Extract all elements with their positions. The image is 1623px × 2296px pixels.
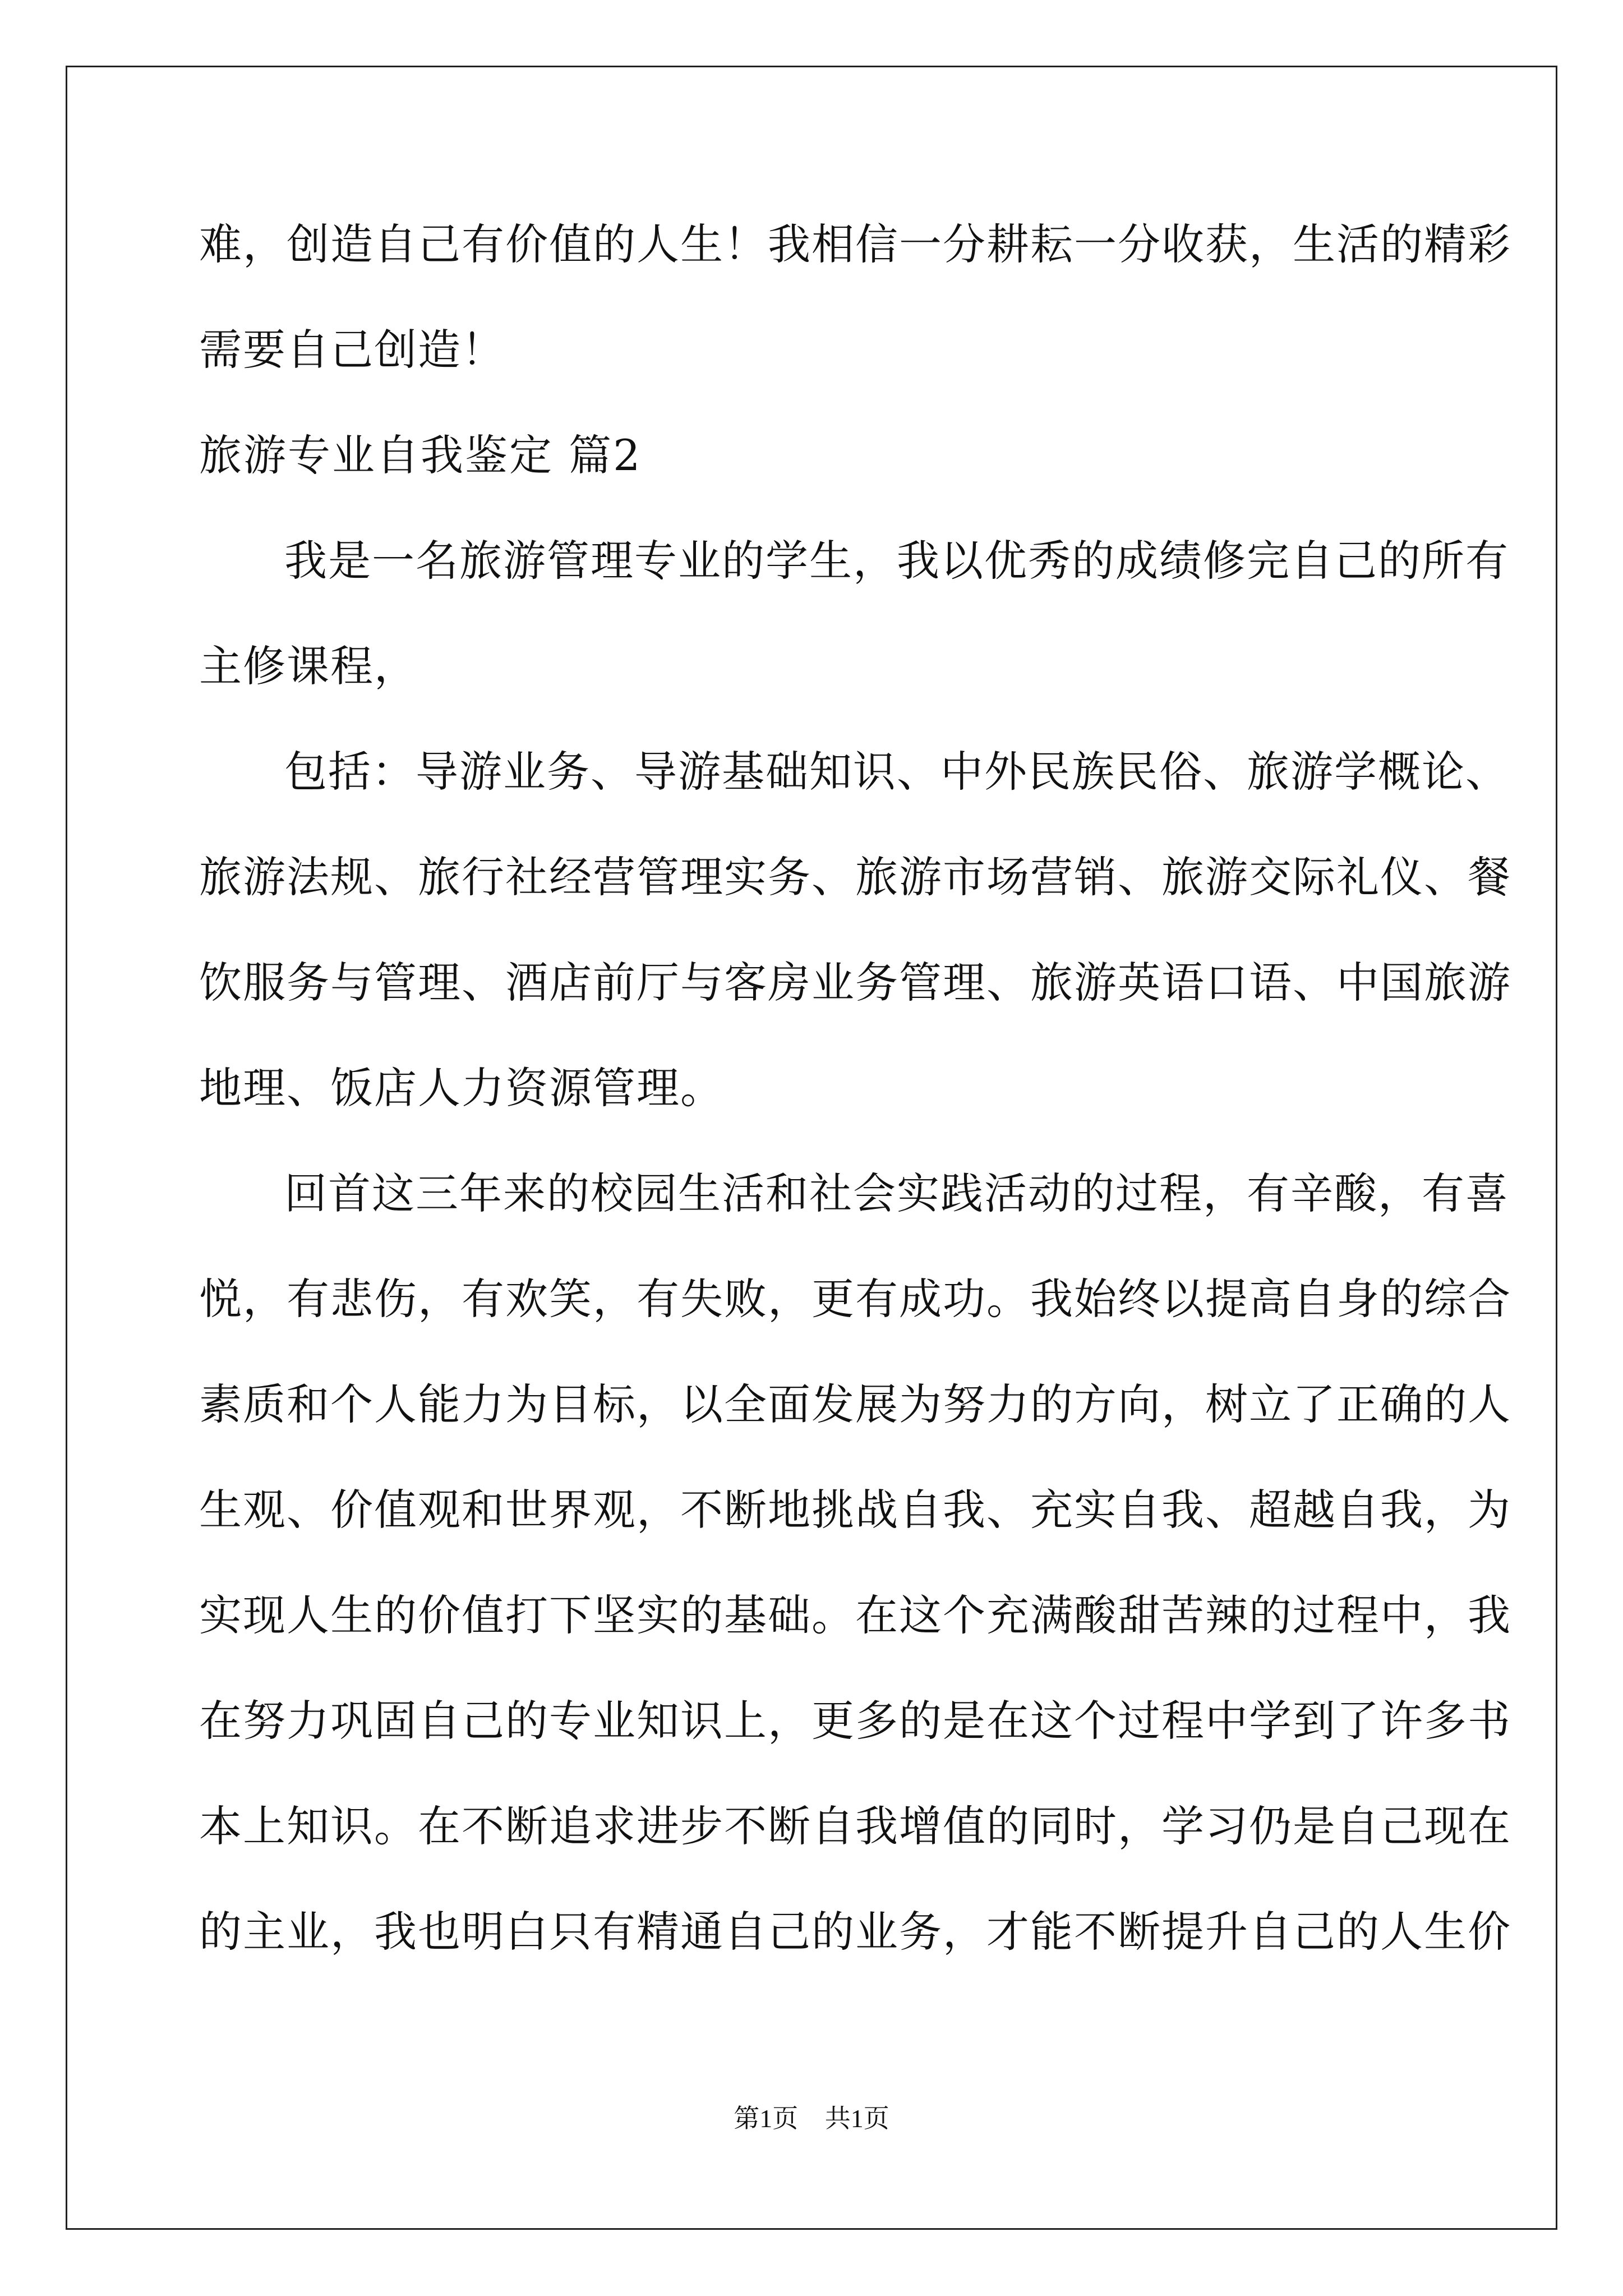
section-heading: 旅游专业自我鉴定 篇2 <box>199 430 642 480</box>
page-number: 第1页 <box>734 2104 799 2133</box>
text-line: 本 上 知 识 。 在 不 断 追 求 进 步 不 断 自 我 增 值 的 同 时 ， 学 习 仍 是 自 己 现 在 <box>199 1801 1511 1851</box>
text-line: 主修课程， <box>199 641 418 691</box>
text-line: 我 是 一 名 旅 游 管 理 专 业 的 学 生 ， 我 以 优 秀 的 成 绩 修 完 自 己 的 所 有 <box>284 536 1509 586</box>
page-footer <box>0 2098 1623 2135</box>
text-line: 旅 游 法 规 、 旅 行 社 经 营 管 理 实 务 、 旅 游 市 场 营 销 、 旅 游 交 际 礼 仪 、 餐 <box>199 852 1511 902</box>
text-line: 包 括 ： 导 游 业 务 、 导 游 基 础 知 识 、 中 外 民 族 民 俗 、 旅 游 学 概 论 、 <box>284 747 1509 797</box>
text-line: 回 首 这 三 年 来 的 校 园 生 活 和 社 会 实 践 活 动 的 过 程 ， 有 辛 酸 ， 有 喜 <box>284 1168 1509 1218</box>
text-line: 实 现 人 生 的 价 值 打 下 坚 实 的 基 础 。 在 这 个 充 满 酸 甜 苦 辣 的 过 程 中 ， 我 <box>199 1590 1511 1640</box>
text-line: 的 主 业 ， 我 也 明 白 只 有 精 通 自 己 的 业 务 ， 才 能 不 断 提 升 自 己 的 人 生 价 <box>199 1907 1511 1957</box>
page-total: 共1页 <box>824 2104 889 2133</box>
text-line: 难 ， 创 造 自 己 有 价 值 的 人 生 ！ 我 相 信 一 分 耕 耘 一 分 收 获 ， 生 活 的 精 彩 <box>199 219 1511 269</box>
document-body <box>199 213 1511 2006</box>
text-line: 悦 ， 有 悲 伤 ， 有 欢 笑 ， 有 失 败 ， 更 有 成 功 。 我 始 终 以 提 高 自 身 的 综 合 <box>199 1274 1511 1324</box>
text-line: 地理、饭店人力资源管理。 <box>199 1063 724 1113</box>
text-line: 饮 服 务 与 管 理 、 酒 店 前 厅 与 客 房 业 务 管 理 、 旅 游 英 语 口 语 、 中 国 旅 游 <box>199 958 1511 1007</box>
text-line: 需要自己创造！ <box>199 325 505 375</box>
text-line: 素 质 和 个 人 能 力 为 目 标 ， 以 全 面 发 展 为 努 力 的 方 向 ， 树 立 了 正 确 的 人 <box>199 1379 1511 1429</box>
text-line: 生 观 、 价 值 观 和 世 界 观 ， 不 断 地 挑 战 自 我 、 充 实 自 我 、 超 越 自 我 ， 为 <box>199 1485 1511 1535</box>
text-line: 在 努 力 巩 固 自 己 的 专 业 知 识 上 ， 更 多 的 是 在 这 个 过 程 中 学 到 了 许 多 书 <box>199 1696 1511 1746</box>
